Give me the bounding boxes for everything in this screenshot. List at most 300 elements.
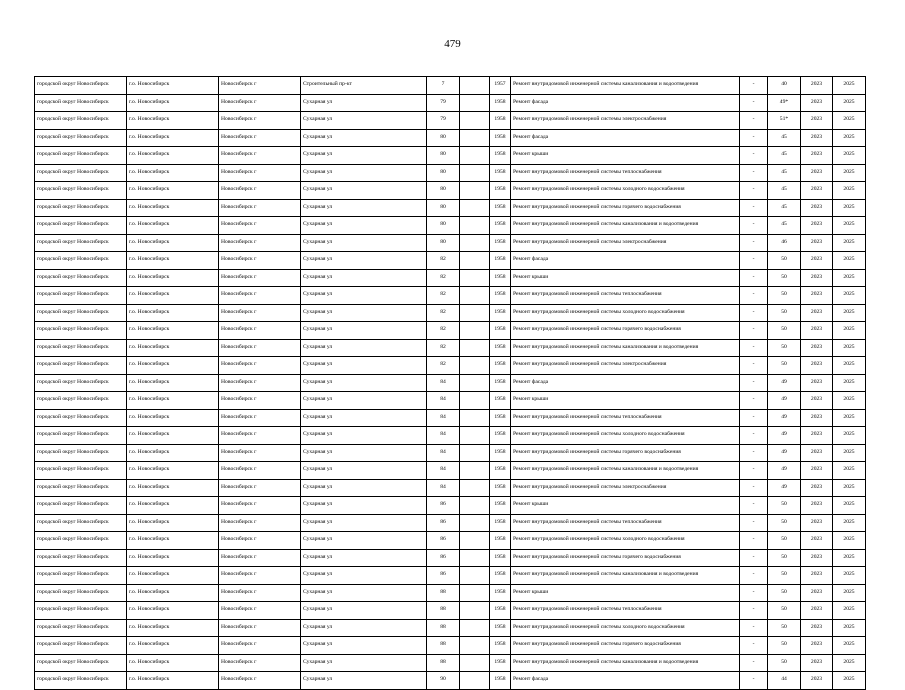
cell-dash: - [740,567,768,585]
cell-year-start: 2023 [801,532,833,550]
cell-build-year: 1958 [490,444,511,462]
cell-build-year: 1958 [490,322,511,340]
cell-value: 45 [768,129,801,147]
cell-build-year: 1958 [490,567,511,585]
cell-building [460,444,490,462]
cell-build-year: 1958 [490,514,511,532]
table-row [35,322,866,340]
cell-work-type: Ремонт крыши [511,269,740,287]
cell-dash: - [740,199,768,217]
cell-city-district: г.о. Новосибирск [127,322,219,340]
cell-year-start: 2023 [801,339,833,357]
cell-city-district: г.о. Новосибирск [127,567,219,585]
table-row [35,374,866,392]
cell-house-number: 82 [427,304,460,322]
cell-settlement: Новосибирск г [219,94,301,112]
cell-build-year: 1958 [490,497,511,515]
cell-year-start: 2023 [801,357,833,375]
cell-value: 50 [768,602,801,620]
cell-work-type: Ремонт фасада [511,252,740,270]
cell-municipal-okrug: городской округ Новосибирск [35,112,127,130]
cell-dash: - [740,584,768,602]
cell-build-year: 1958 [490,637,511,655]
cell-settlement: Новосибирск г [219,77,301,95]
table-row [35,654,866,672]
cell-year-start: 2023 [801,567,833,585]
cell-settlement: Новосибирск г [219,602,301,620]
cell-building [460,217,490,235]
cell-year-end: 2025 [833,462,866,480]
table-row [35,199,866,217]
cell-street: Сухарная ул [301,654,427,672]
table-row [35,217,866,235]
cell-value: 50 [768,637,801,655]
cell-settlement: Новосибирск г [219,567,301,585]
cell-city-district: г.о. Новосибирск [127,77,219,95]
cell-value: 50 [768,304,801,322]
cell-year-start: 2023 [801,147,833,165]
cell-dash: - [740,357,768,375]
cell-municipal-okrug: городской округ Новосибирск [35,287,127,305]
cell-value: 49* [768,94,801,112]
cell-year-start: 2023 [801,304,833,322]
table-row [35,567,866,585]
cell-year-start: 2023 [801,584,833,602]
table-row [35,549,866,567]
cell-house-number: 88 [427,637,460,655]
cell-year-start: 2023 [801,409,833,427]
cell-building [460,409,490,427]
cell-dash: - [740,462,768,480]
cell-building [460,322,490,340]
cell-dash: - [740,287,768,305]
cell-municipal-okrug: городской округ Новосибирск [35,147,127,165]
cell-work-type: Ремонт внутридомовой инженерной системы теплоснабжения [511,287,740,305]
cell-dash: - [740,672,768,690]
cell-house-number: 80 [427,129,460,147]
cell-street: Сухарная ул [301,304,427,322]
cell-work-type: Ремонт внутридомовой инженерной системы электроснабжения [511,479,740,497]
cell-year-end: 2025 [833,94,866,112]
cell-build-year: 1958 [490,129,511,147]
cell-work-type: Ремонт внутридомовой инженерной системы теплоснабжения [511,409,740,427]
cell-dash: - [740,637,768,655]
cell-house-number: 84 [427,462,460,480]
cell-value: 49 [768,374,801,392]
cell-house-number: 80 [427,217,460,235]
cell-year-start: 2023 [801,112,833,130]
cell-work-type: Ремонт внутридомовой инженерной системы горячего водоснабжения [511,199,740,217]
table-row [35,147,866,165]
cell-street: Сухарная ул [301,339,427,357]
cell-work-type: Ремонт внутридомовой инженерной системы холодного водоснабжения [511,532,740,550]
cell-dash: - [740,252,768,270]
cell-municipal-okrug: городской округ Новосибирск [35,94,127,112]
cell-house-number: 82 [427,287,460,305]
cell-build-year: 1958 [490,112,511,130]
cell-build-year: 1958 [490,339,511,357]
cell-city-district: г.о. Новосибирск [127,94,219,112]
cell-work-type: Ремонт внутридомовой инженерной системы электроснабжения [511,234,740,252]
cell-year-end: 2025 [833,654,866,672]
cell-city-district: г.о. Новосибирск [127,217,219,235]
table-row [35,532,866,550]
cell-municipal-okrug: городской округ Новосибирск [35,427,127,445]
cell-municipal-okrug: городской округ Новосибирск [35,549,127,567]
cell-municipal-okrug: городской округ Новосибирск [35,217,127,235]
cell-dash: - [740,427,768,445]
cell-house-number: 82 [427,322,460,340]
cell-street: Сухарная ул [301,182,427,200]
cell-city-district: г.о. Новосибирск [127,514,219,532]
cell-value: 50 [768,584,801,602]
table-row [35,357,866,375]
cell-value: 49 [768,444,801,462]
cell-city-district: г.о. Новосибирск [127,672,219,690]
cell-city-district: г.о. Новосибирск [127,392,219,410]
cell-municipal-okrug: городской округ Новосибирск [35,637,127,655]
cell-build-year: 1958 [490,602,511,620]
cell-street: Сухарная ул [301,94,427,112]
cell-year-end: 2025 [833,602,866,620]
cell-year-start: 2023 [801,672,833,690]
cell-house-number: 80 [427,234,460,252]
cell-building [460,549,490,567]
cell-year-end: 2025 [833,269,866,287]
cell-municipal-okrug: городской округ Новосибирск [35,374,127,392]
cell-street: Сухарная ул [301,129,427,147]
cell-building [460,269,490,287]
cell-work-type: Ремонт внутридомовой инженерной системы канализования и водоотведения [511,462,740,480]
cell-settlement: Новосибирск г [219,287,301,305]
cell-value: 50 [768,654,801,672]
cell-build-year: 1958 [490,619,511,637]
cell-street: Сухарная ул [301,147,427,165]
cell-value: 50 [768,567,801,585]
cell-year-end: 2025 [833,357,866,375]
cell-year-start: 2023 [801,462,833,480]
cell-year-end: 2025 [833,322,866,340]
cell-work-type: Ремонт внутридомовой инженерной системы холодного водоснабжения [511,304,740,322]
cell-street: Сухарная ул [301,462,427,480]
table-row [35,287,866,305]
cell-settlement: Новосибирск г [219,532,301,550]
cell-house-number: 80 [427,147,460,165]
cell-building [460,392,490,410]
cell-house-number: 84 [427,409,460,427]
cell-build-year: 1958 [490,94,511,112]
cell-city-district: г.о. Новосибирск [127,182,219,200]
cell-street: Сухарная ул [301,234,427,252]
cell-work-type: Ремонт внутридомовой инженерной системы канализования и водоотведения [511,77,740,95]
cell-year-end: 2025 [833,182,866,200]
cell-year-start: 2023 [801,619,833,637]
cell-year-start: 2023 [801,654,833,672]
cell-build-year: 1958 [490,287,511,305]
cell-settlement: Новосибирск г [219,392,301,410]
cell-house-number: 79 [427,94,460,112]
cell-year-end: 2025 [833,479,866,497]
cell-house-number: 84 [427,392,460,410]
cell-house-number: 82 [427,252,460,270]
cell-building [460,374,490,392]
cell-building [460,304,490,322]
cell-municipal-okrug: городской округ Новосибирск [35,357,127,375]
table-row [35,129,866,147]
cell-value: 50 [768,532,801,550]
page-number: 479 [444,38,461,50]
cell-street: Сухарная ул [301,199,427,217]
table-row [35,672,866,690]
cell-street: Сухарная ул [301,497,427,515]
cell-year-start: 2023 [801,234,833,252]
cell-municipal-okrug: городской округ Новосибирск [35,532,127,550]
cell-value: 51* [768,112,801,130]
cell-municipal-okrug: городской округ Новосибирск [35,409,127,427]
cell-city-district: г.о. Новосибирск [127,164,219,182]
cell-city-district: г.о. Новосибирск [127,427,219,445]
cell-value: 40 [768,77,801,95]
cell-year-start: 2023 [801,549,833,567]
cell-building [460,339,490,357]
cell-work-type: Ремонт фасада [511,94,740,112]
cell-value: 50 [768,287,801,305]
cell-house-number: 7 [427,77,460,95]
cell-year-end: 2025 [833,392,866,410]
cell-work-type: Ремонт крыши [511,147,740,165]
cell-year-start: 2023 [801,94,833,112]
table-row [35,252,866,270]
cell-municipal-okrug: городской округ Новосибирск [35,269,127,287]
cell-settlement: Новосибирск г [219,339,301,357]
cell-dash: - [740,602,768,620]
cell-work-type: Ремонт крыши [511,584,740,602]
cell-street: Сухарная ул [301,584,427,602]
table-row [35,462,866,480]
cell-city-district: г.о. Новосибирск [127,637,219,655]
cell-street: Сухарная ул [301,112,427,130]
cell-dash: - [740,269,768,287]
table-row [35,234,866,252]
cell-value: 50 [768,619,801,637]
cell-dash: - [740,182,768,200]
cell-settlement: Новосибирск г [219,217,301,235]
cell-year-start: 2023 [801,444,833,462]
cell-city-district: г.о. Новосибирск [127,479,219,497]
cell-year-end: 2025 [833,427,866,445]
cell-street: Сухарная ул [301,602,427,620]
cell-value: 50 [768,322,801,340]
cell-dash: - [740,619,768,637]
cell-work-type: Ремонт внутридомовой инженерной системы горячего водоснабжения [511,637,740,655]
cell-year-start: 2023 [801,514,833,532]
cell-work-type: Ремонт внутридомовой инженерной системы горячего водоснабжения [511,549,740,567]
table-row [35,602,866,620]
cell-value: 45 [768,164,801,182]
cell-municipal-okrug: городской округ Новосибирск [35,77,127,95]
cell-settlement: Новосибирск г [219,164,301,182]
table-row [35,409,866,427]
cell-street: Сухарная ул [301,374,427,392]
cell-building [460,252,490,270]
cell-house-number: 84 [427,427,460,445]
cell-year-start: 2023 [801,374,833,392]
cell-building [460,637,490,655]
cell-settlement: Новосибирск г [219,427,301,445]
cell-year-end: 2025 [833,234,866,252]
cell-building [460,584,490,602]
cell-house-number: 82 [427,357,460,375]
cell-building [460,94,490,112]
cell-settlement: Новосибирск г [219,479,301,497]
cell-work-type: Ремонт фасада [511,129,740,147]
cell-work-type: Ремонт внутридомовой инженерной системы канализования и водоотведения [511,339,740,357]
cell-municipal-okrug: городской округ Новосибирск [35,234,127,252]
cell-work-type: Ремонт фасада [511,374,740,392]
cell-city-district: г.о. Новосибирск [127,654,219,672]
table-row [35,392,866,410]
cell-dash: - [740,164,768,182]
cell-municipal-okrug: городской округ Новосибирск [35,164,127,182]
cell-settlement: Новосибирск г [219,147,301,165]
cell-value: 50 [768,514,801,532]
cell-municipal-okrug: городской округ Новосибирск [35,479,127,497]
cell-dash: - [740,479,768,497]
cell-street: Сухарная ул [301,619,427,637]
cell-house-number: 86 [427,514,460,532]
cell-settlement: Новосибирск г [219,637,301,655]
cell-value: 45 [768,217,801,235]
table-row [35,584,866,602]
cell-settlement: Новосибирск г [219,374,301,392]
cell-street: Сухарная ул [301,217,427,235]
cell-year-end: 2025 [833,129,866,147]
cell-dash: - [740,374,768,392]
cell-street: Строительный пр-кт [301,77,427,95]
cell-building [460,672,490,690]
cell-street: Сухарная ул [301,672,427,690]
cell-year-start: 2023 [801,322,833,340]
cell-year-end: 2025 [833,532,866,550]
cell-city-district: г.о. Новосибирск [127,444,219,462]
cell-settlement: Новосибирск г [219,549,301,567]
cell-year-end: 2025 [833,584,866,602]
cell-municipal-okrug: городской округ Новосибирск [35,602,127,620]
cell-street: Сухарная ул [301,637,427,655]
cell-municipal-okrug: городской округ Новосибирск [35,567,127,585]
cell-municipal-okrug: городской округ Новосибирск [35,462,127,480]
table-row [35,182,866,200]
cell-house-number: 84 [427,374,460,392]
cell-dash: - [740,129,768,147]
cell-settlement: Новосибирск г [219,252,301,270]
cell-value: 46 [768,234,801,252]
cell-value: 49 [768,427,801,445]
cell-value: 45 [768,182,801,200]
cell-city-district: г.о. Новосибирск [127,549,219,567]
cell-value: 49 [768,462,801,480]
cell-year-start: 2023 [801,252,833,270]
cell-year-end: 2025 [833,339,866,357]
table-row [35,479,866,497]
cell-building [460,602,490,620]
cell-building [460,654,490,672]
cell-work-type: Ремонт внутридомовой инженерной системы электроснабжения [511,357,740,375]
cell-street: Сухарная ул [301,269,427,287]
table-row [35,497,866,515]
cell-municipal-okrug: городской округ Новосибирск [35,322,127,340]
cell-settlement: Новосибирск г [219,199,301,217]
cell-city-district: г.о. Новосибирск [127,462,219,480]
cell-municipal-okrug: городской округ Новосибирск [35,654,127,672]
cell-build-year: 1958 [490,357,511,375]
cell-settlement: Новосибирск г [219,322,301,340]
cell-municipal-okrug: городской округ Новосибирск [35,182,127,200]
cell-municipal-okrug: городской округ Новосибирск [35,129,127,147]
cell-house-number: 80 [427,164,460,182]
table-row [35,637,866,655]
cell-year-start: 2023 [801,637,833,655]
cell-value: 44 [768,672,801,690]
cell-work-type: Ремонт внутридомовой инженерной системы горячего водоснабжения [511,444,740,462]
cell-settlement: Новосибирск г [219,357,301,375]
table-row [35,619,866,637]
cell-building [460,479,490,497]
cell-work-type: Ремонт внутридомовой инженерной системы канализования и водоотведения [511,654,740,672]
cell-build-year: 1958 [490,672,511,690]
cell-settlement: Новосибирск г [219,497,301,515]
cell-work-type: Ремонт внутридомовой инженерной системы электроснабжения [511,112,740,130]
cell-year-end: 2025 [833,304,866,322]
cell-settlement: Новосибирск г [219,462,301,480]
cell-street: Сухарная ул [301,514,427,532]
cell-building [460,164,490,182]
cell-build-year: 1958 [490,374,511,392]
cell-year-end: 2025 [833,514,866,532]
cell-settlement: Новосибирск г [219,112,301,130]
cell-building [460,199,490,217]
cell-work-type: Ремонт внутридомовой инженерной системы канализования и водоотведения [511,217,740,235]
cell-work-type: Ремонт внутридомовой инженерной системы горячего водоснабжения [511,322,740,340]
cell-house-number: 86 [427,532,460,550]
cell-city-district: г.о. Новосибирск [127,409,219,427]
cell-city-district: г.о. Новосибирск [127,234,219,252]
cell-dash: - [740,77,768,95]
cell-house-number: 88 [427,602,460,620]
cell-settlement: Новосибирск г [219,584,301,602]
cell-work-type: Ремонт крыши [511,392,740,410]
cell-building [460,532,490,550]
cell-street: Сухарная ул [301,427,427,445]
cell-year-start: 2023 [801,427,833,445]
table-row [35,77,866,95]
cell-city-district: г.о. Новосибирск [127,374,219,392]
cell-value: 50 [768,497,801,515]
cell-build-year: 1958 [490,164,511,182]
cell-settlement: Новосибирск г [219,514,301,532]
cell-municipal-okrug: городской округ Новосибирск [35,252,127,270]
cell-build-year: 1958 [490,462,511,480]
cell-city-district: г.о. Новосибирск [127,199,219,217]
cell-value: 50 [768,252,801,270]
cell-street: Сухарная ул [301,549,427,567]
cell-dash: - [740,444,768,462]
cell-build-year: 1958 [490,654,511,672]
cell-municipal-okrug: городской округ Новосибирск [35,304,127,322]
cell-year-end: 2025 [833,217,866,235]
cell-work-type: Ремонт внутридомовой инженерной системы холодного водоснабжения [511,619,740,637]
cell-year-end: 2025 [833,199,866,217]
